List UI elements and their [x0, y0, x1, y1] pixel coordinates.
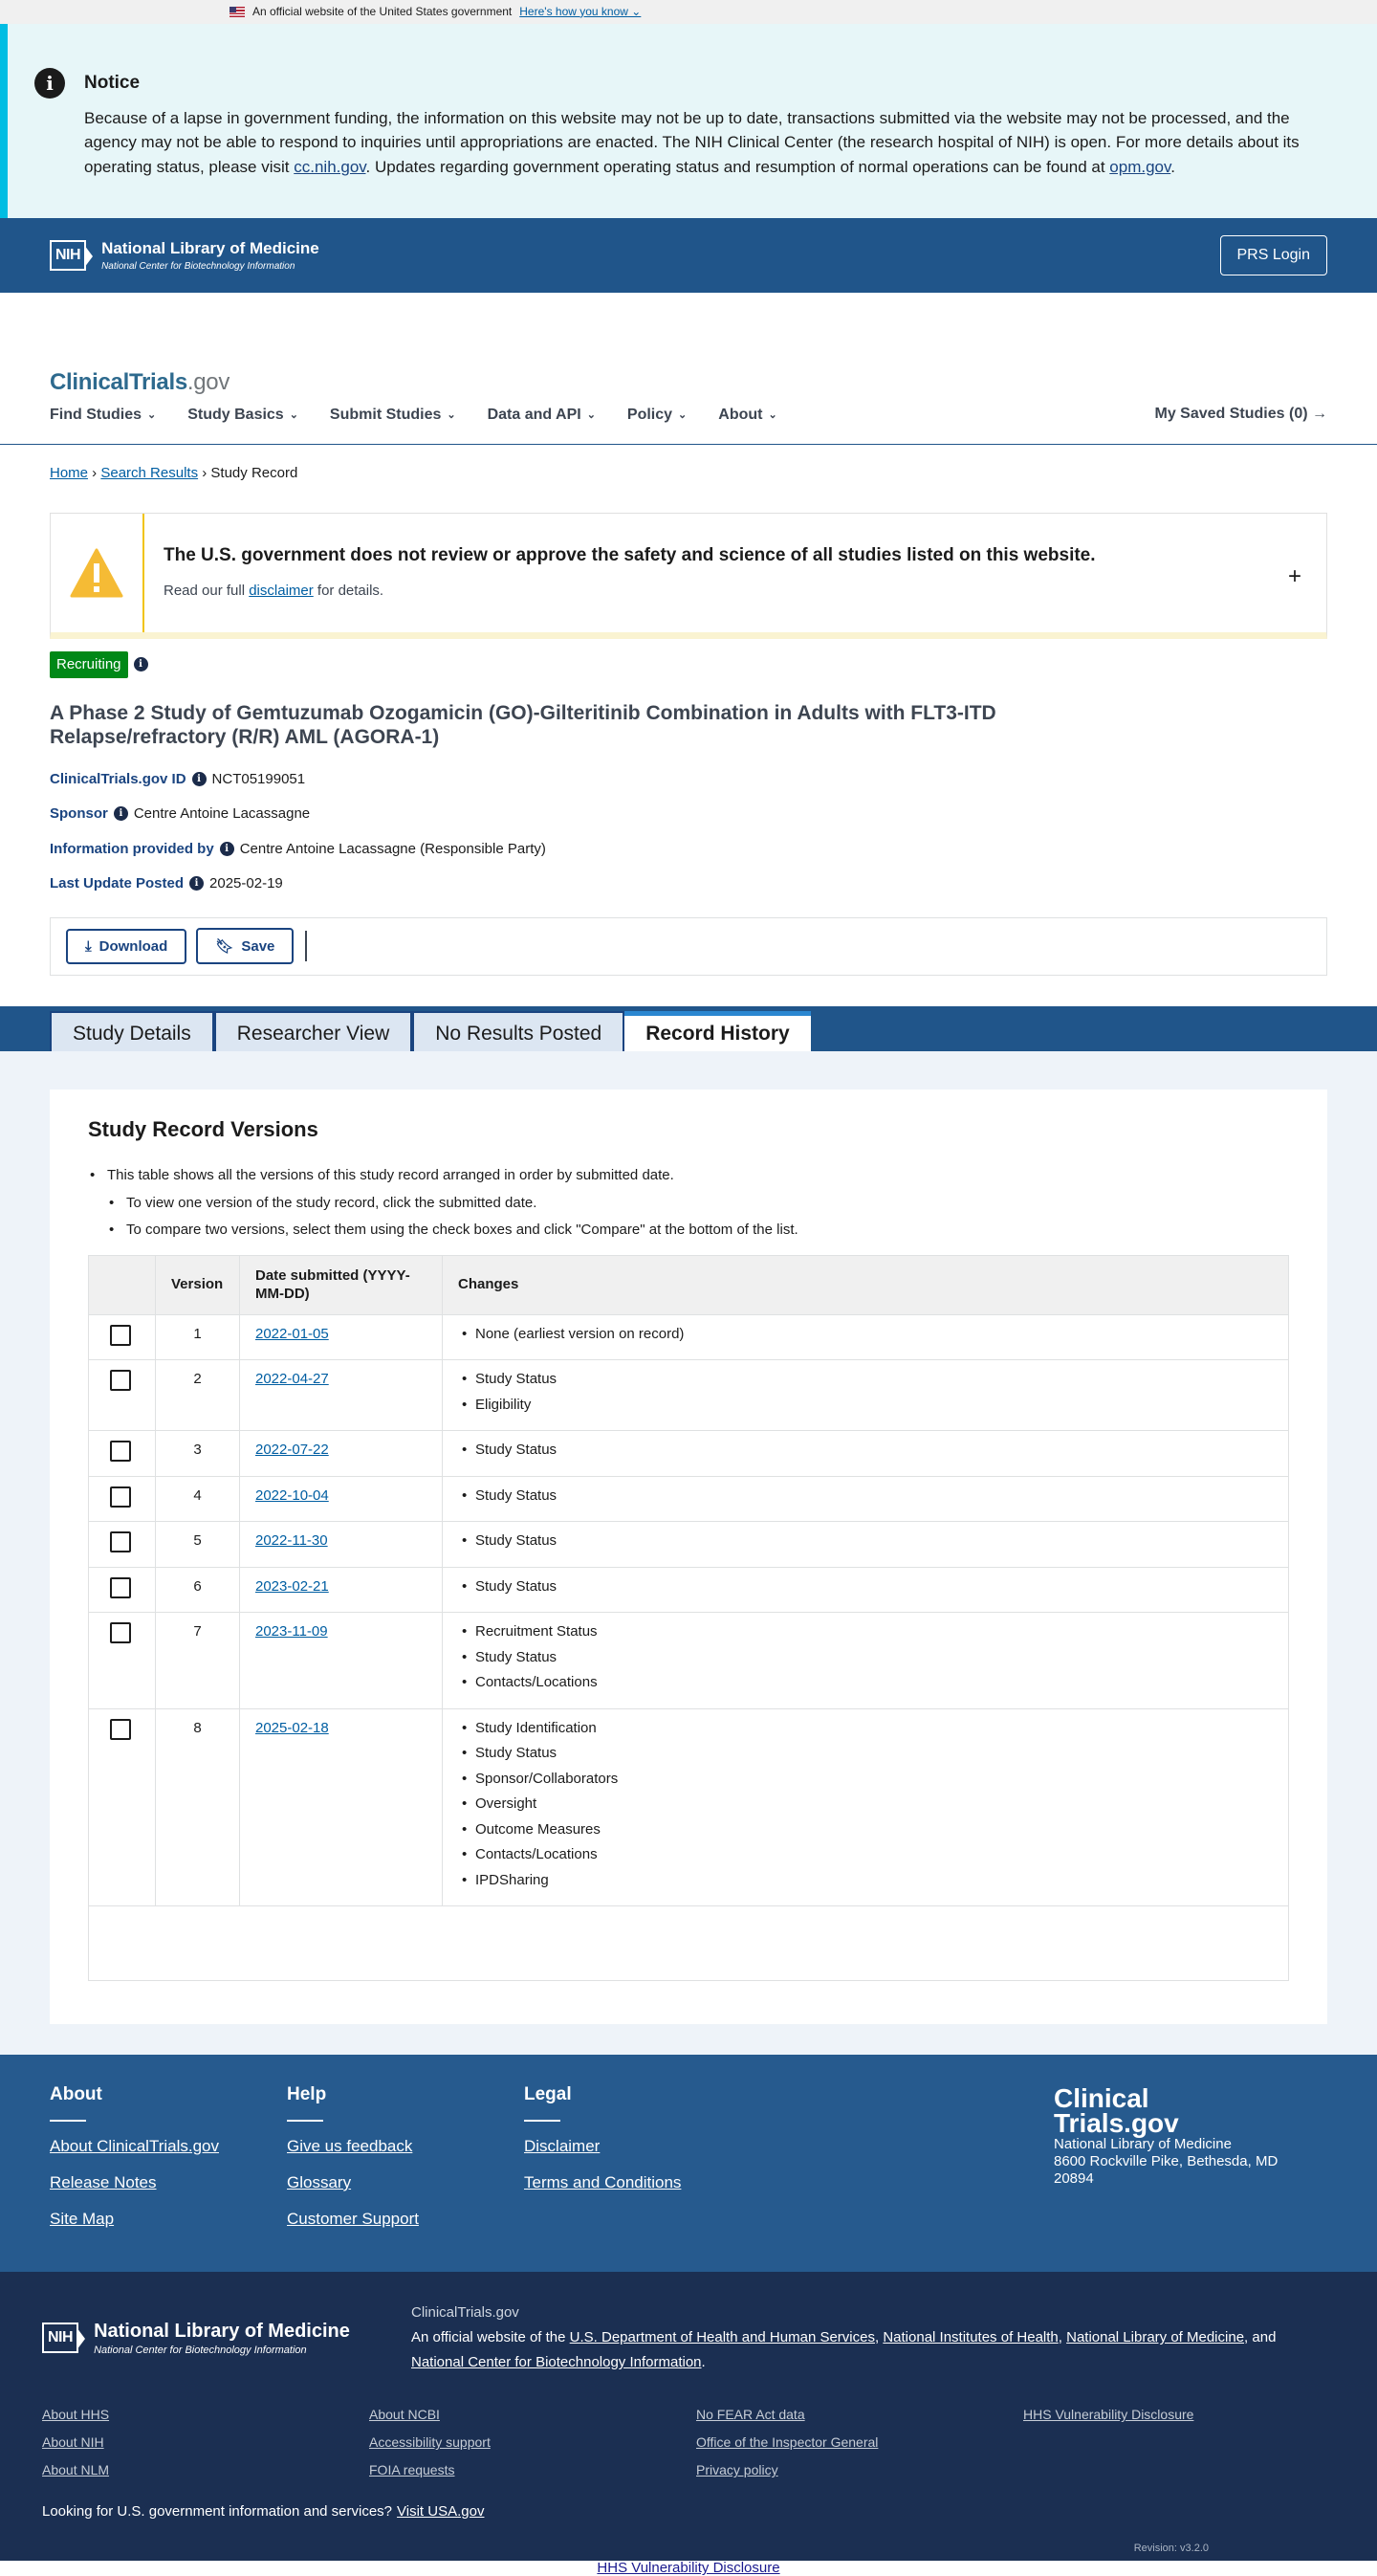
agency-link[interactable]: No FEAR Act data	[696, 2407, 805, 2423]
table-row	[89, 1522, 1289, 1568]
version-number: 1	[156, 1314, 240, 1360]
clinicaltrials-logo[interactable]: ClinicalTrials.gov	[50, 369, 230, 395]
change-item: • Oversight	[458, 1794, 1273, 1814]
footer-link[interactable]: Release Notes	[50, 2172, 157, 2191]
nlm-logo[interactable]	[50, 238, 319, 272]
compare-checkbox[interactable]	[110, 1441, 131, 1462]
change-item: • Study Status	[458, 1744, 1273, 1763]
versions-card	[50, 1090, 1327, 2025]
change-item: • Study Status	[458, 1441, 1273, 1460]
site-footer	[0, 2055, 1377, 2272]
version-number: 6	[156, 1567, 240, 1613]
heres-how-link[interactable]: Here's how you know ⌄	[519, 4, 642, 18]
agency-link[interactable]: About NCBI	[369, 2407, 440, 2423]
footer-link[interactable]: Disclaimer	[524, 2136, 601, 2155]
info-icon[interactable]: i	[189, 876, 204, 891]
versions-note: • To view one version of the study record, click the submitted date.	[88, 1194, 1289, 1213]
change-item: • Contacts/Locations	[458, 1845, 1273, 1864]
nlm-logo[interactable]	[42, 2301, 411, 2375]
download-button[interactable]: ⤓ Download	[66, 929, 186, 964]
change-item: • Study Status	[458, 1486, 1273, 1506]
agency-links	[42, 2404, 1335, 2481]
chevron-down-icon: ⌄	[768, 409, 777, 422]
main-nav	[50, 406, 1327, 426]
notice-title: Notice	[84, 73, 141, 93]
change-item: • IPDSharing	[458, 1871, 1273, 1890]
agency-link[interactable]: HHS Vulnerability Disclosure	[1023, 2407, 1194, 2423]
compare-checkbox[interactable]	[110, 1486, 131, 1508]
column-header: Changes	[443, 1255, 1289, 1314]
us-flag-icon	[230, 7, 245, 17]
table-footer-row	[89, 1906, 1289, 1981]
hhs-disclosure-bar	[0, 2561, 1377, 2576]
footer-address: National Library of Medicine	[1054, 2136, 1232, 2153]
table-row	[89, 1708, 1289, 1906]
compare-checkbox[interactable]	[110, 1622, 131, 1643]
footer-help-title: Help	[287, 2083, 524, 2122]
change-item: • Sponsor/Collaborators	[458, 1770, 1273, 1789]
nih-logo-icon: NIH	[50, 240, 86, 272]
sponsor-value: Centre Antoine Lacassagne	[133, 805, 311, 822]
info-provided-label: Information provided by	[50, 840, 214, 857]
footer-link[interactable]: About ClinicalTrials.gov	[50, 2136, 219, 2155]
agency-link[interactable]: About NLM	[42, 2462, 110, 2478]
info-icon[interactable]: i	[114, 806, 128, 821]
version-date-link[interactable]: 2022-07-22	[255, 1442, 329, 1459]
version-date-link[interactable]: 2023-11-09	[255, 1623, 328, 1640]
info-icon[interactable]: i	[134, 657, 148, 672]
disclaimer-headline: The U.S. government does not review or approve the safety and science of all studies listed on this website.	[164, 545, 1096, 566]
table-row	[89, 1476, 1289, 1522]
tab-no-results-posted[interactable]: No Results Posted	[412, 1011, 624, 1051]
my-saved-studies-link[interactable]: My Saved Studies (0) →	[1154, 406, 1327, 423]
nav-about[interactable]: About ⌄	[718, 407, 777, 424]
agency-statement: ClinicalTrials.gov An official website of the U.S. Department of Health and Human Services, National Institutes of Health, National Library of Medicine, and National Center for Biotechnology Information.	[411, 2301, 1310, 2375]
change-item: • Outcome Measures	[458, 1820, 1273, 1839]
nih-link[interactable]: National Institutes of Health	[883, 2329, 1059, 2346]
nlm-link[interactable]: National Library of Medicine	[1066, 2329, 1245, 2346]
versions-note: • This table shows all the versions of this study record arranged in order by submitted date.	[88, 1166, 1289, 1185]
footer-address: 8600 Rockville Pike, Bethesda, MD 20894	[1054, 2153, 1279, 2188]
cc-nih-link[interactable]: cc.nih.gov	[294, 157, 366, 176]
warning-icon	[51, 514, 144, 632]
change-item: • Study Status	[458, 1648, 1273, 1667]
tab-study-details[interactable]: Study Details	[50, 1011, 214, 1051]
breadcrumb-home[interactable]: Home	[50, 465, 89, 481]
divider	[305, 931, 307, 961]
footer-link[interactable]: Site Map	[50, 2209, 115, 2228]
version-number: 3	[156, 1431, 240, 1477]
bookmark-icon: 🔖︎	[215, 938, 234, 955]
version-number: 5	[156, 1522, 240, 1568]
footer-legal-title: Legal	[524, 2083, 761, 2122]
disclaimer-alert	[50, 513, 1327, 639]
compare-checkbox[interactable]	[110, 1577, 131, 1598]
nct-id: NCT05199051	[211, 770, 306, 787]
table-row	[89, 1314, 1289, 1360]
save-button[interactable]: 🔖︎ Save	[196, 928, 294, 964]
nav-data-api[interactable]: Data and API ⌄	[487, 407, 596, 424]
disclaimer-link[interactable]: disclaimer	[249, 582, 314, 599]
nav-study-basics[interactable]: Study Basics ⌄	[187, 407, 298, 424]
gov-banner-text: An official website of the United States government	[252, 4, 513, 18]
change-item: • None (earliest version on record)	[458, 1325, 1273, 1344]
version-number: 8	[156, 1708, 240, 1906]
sponsor-label: Sponsor	[50, 805, 108, 822]
breadcrumb-search-results[interactable]: Search Results	[100, 465, 199, 481]
info-icon[interactable]: i	[220, 842, 234, 856]
footer-link[interactable]: Customer Support	[287, 2209, 419, 2228]
notice-text: Because of a lapse in government funding, the information on this website may not be up to date, transactions submitted via the website may not be processed, and the agency may not be able to respond to inquiries until appropriations are enacted. The NIH Clinical Center (the research hospital of NIH) is open. For more details about its operating status, please visit cc.nih.gov. Updates regarding government operating status and resumption of normal operations can be found at opm.gov.	[84, 108, 1300, 176]
ncbi-name: National Center for Biotechnology Information	[101, 260, 295, 272]
breadcrumb: Home › Search Results › Study Record	[50, 465, 298, 481]
expand-plus-icon[interactable]: +	[1287, 563, 1301, 589]
agency-link[interactable]: FOIA requests	[369, 2462, 455, 2478]
chevron-down-icon: ⌄	[586, 409, 596, 422]
compare-checkbox[interactable]	[110, 1370, 131, 1391]
nlm-header	[0, 218, 1377, 293]
version-date-link[interactable]: 2022-11-30	[255, 1532, 328, 1550]
status-badge: Recruiting	[50, 651, 128, 678]
hhs-vulnerability-link[interactable]: HHS Vulnerability Disclosure	[597, 2560, 780, 2576]
nih-logo-icon: NIH	[42, 2323, 78, 2354]
version-number: 4	[156, 1476, 240, 1522]
last-update-label: Last Update Posted	[50, 875, 185, 892]
agency-link[interactable]: About NIH	[42, 2434, 104, 2451]
prs-login-button[interactable]: PRS Login	[1220, 235, 1328, 275]
agency-footer	[0, 2272, 1377, 2561]
versions-heading: Study Record Versions	[88, 1116, 318, 1141]
opm-link[interactable]: opm.gov	[1109, 157, 1171, 176]
compare-checkbox[interactable]	[110, 1531, 131, 1552]
ncbi-link[interactable]: National Center for Biotechnology Information	[411, 2354, 702, 2371]
change-item: • Study Status	[458, 1531, 1273, 1551]
nlm-name: National Library of Medicine	[94, 2320, 350, 2342]
agency-link[interactable]: Privacy policy	[696, 2462, 778, 2478]
footer-link[interactable]: Terms and Conditions	[524, 2172, 682, 2191]
info-provided-value: Centre Antoine Lacassagne (Responsible Party)	[239, 840, 546, 857]
site-header	[0, 293, 1377, 445]
usa-gov-link[interactable]: Visit USA.gov	[397, 2503, 485, 2521]
info-icon[interactable]: i	[192, 772, 207, 786]
version-date-link[interactable]: 2022-01-05	[255, 1325, 329, 1342]
chevron-down-icon: ⌄	[147, 409, 157, 422]
column-header	[89, 1255, 156, 1314]
compare-checkbox[interactable]	[110, 1325, 131, 1346]
breadcrumb-current: Study Record	[210, 465, 298, 481]
footer-brand	[1054, 2083, 1293, 2188]
change-item: • Eligibility	[458, 1396, 1273, 1415]
last-update-value: 2025-02-19	[209, 875, 283, 892]
tab-bar	[0, 1006, 1377, 1051]
download-icon: ⤓	[85, 937, 92, 955]
ncbi-name: National Center for Biotechnology Information	[94, 2344, 307, 2356]
nct-id-label: ClinicalTrials.gov ID	[50, 770, 186, 787]
revision-text: Revision: v3.2.0	[1133, 2543, 1209, 2555]
nlm-name: National Library of Medicine	[101, 239, 319, 258]
versions-note: • To compare two versions, select them using the check boxes and click "Compare" at the bottom of the list.	[88, 1221, 1289, 1240]
notice-banner	[0, 24, 1377, 218]
agency-link[interactable]: About HHS	[42, 2407, 110, 2423]
table-row	[89, 1613, 1289, 1709]
agency-link[interactable]: Accessibility support	[369, 2434, 491, 2451]
disclaimer-text: Read our full disclaimer for details.	[164, 582, 384, 599]
footer-about-title: About	[50, 2083, 287, 2122]
study-title: A Phase 2 Study of Gemtuzumab Ozogamicin (GO)-Gilteritinib Combination in Adults with FLT3-ITD Relapse/refractory (R/R) AML (AGORA-1)	[50, 701, 996, 748]
footer-link[interactable]: Give us feedback	[287, 2136, 413, 2155]
column-header: Version	[156, 1255, 240, 1314]
nav-policy[interactable]: Policy ⌄	[626, 407, 688, 424]
version-date-link[interactable]: 2023-02-21	[255, 1577, 329, 1595]
chevron-down-icon: ⌄	[289, 409, 298, 422]
arrow-right-icon: →	[1312, 406, 1327, 423]
chevron-down-icon: ⌄	[678, 409, 688, 422]
hhs-link[interactable]: U.S. Department of Health and Human Services	[569, 2329, 875, 2346]
column-header: Date submitted (YYYY-MM-DD)	[240, 1255, 443, 1314]
version-number: 2	[156, 1360, 240, 1431]
change-item: • Study Status	[458, 1370, 1273, 1389]
version-date-link[interactable]: 2022-10-04	[255, 1486, 329, 1504]
table-row	[89, 1431, 1289, 1477]
tab-record-history[interactable]: Record History	[624, 1011, 811, 1051]
nav-submit-studies[interactable]: Submit Studies ⌄	[329, 407, 456, 424]
version-date-link[interactable]: 2022-04-27	[255, 1371, 329, 1388]
study-meta	[50, 770, 1327, 893]
usa-gov-line: Looking for U.S. government information and services? Visit USA.gov	[42, 2503, 485, 2521]
compare-checkbox[interactable]	[110, 1719, 131, 1740]
footer-logo[interactable]: Clinical Trials.gov	[1054, 2083, 1179, 2139]
table-row	[89, 1360, 1289, 1431]
action-bar	[50, 917, 1327, 976]
change-item: • Recruitment Status	[458, 1622, 1273, 1641]
table-row	[89, 1567, 1289, 1613]
change-item: • Study Status	[458, 1577, 1273, 1596]
agency-label: ClinicalTrials.gov	[411, 2304, 519, 2322]
change-item: • Contacts/Locations	[458, 1673, 1273, 1692]
versions-table	[88, 1255, 1289, 1982]
info-icon: i	[34, 68, 65, 99]
footer-link[interactable]: Glossary	[287, 2172, 352, 2191]
agency-link[interactable]: Office of the Inspector General	[696, 2434, 879, 2451]
version-date-link[interactable]: 2025-02-18	[255, 1719, 329, 1736]
chevron-down-icon: ⌄	[447, 409, 456, 422]
change-item: • Study Identification	[458, 1719, 1273, 1738]
tab-researcher-view[interactable]: Researcher View	[214, 1011, 413, 1051]
gov-banner	[0, 0, 1377, 24]
version-number: 7	[156, 1613, 240, 1709]
nav-find-studies[interactable]: Find Studies ⌄	[50, 407, 157, 424]
